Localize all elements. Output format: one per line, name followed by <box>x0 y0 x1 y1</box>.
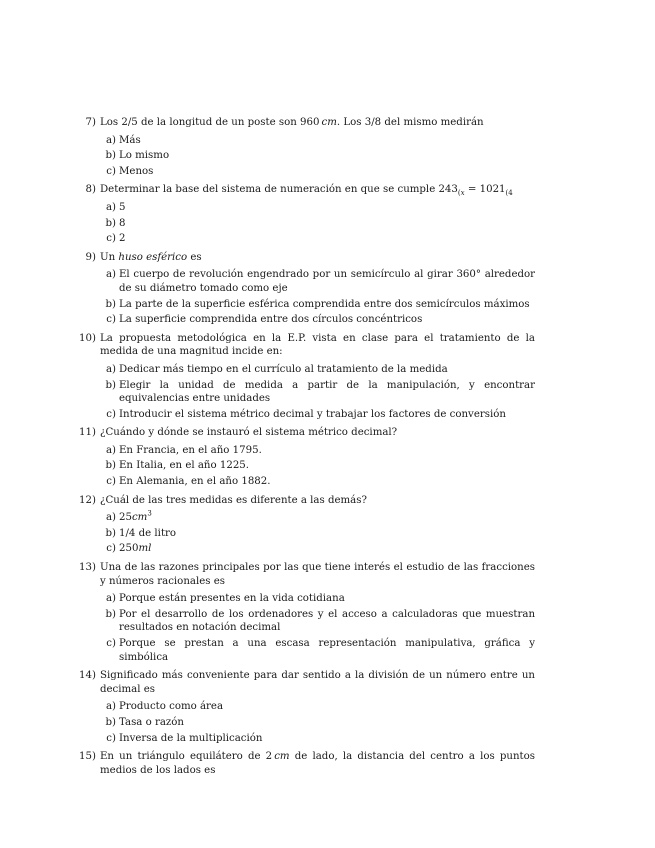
option-b <box>100 379 535 406</box>
question-number: 13) <box>79 562 96 574</box>
question-11 <box>80 426 535 488</box>
option-text: Elegir la unidad de medida a partir de la manipulación, y encontrar equivalencias entre unidades <box>119 379 535 405</box>
option-b <box>100 716 535 730</box>
option-text: 250ml <box>119 543 152 555</box>
option-text: Menos <box>119 165 154 177</box>
option-b <box>100 217 535 231</box>
option-label: b ) <box>100 608 116 622</box>
option-label: a ) <box>100 444 116 458</box>
option-label: b ) <box>100 298 116 312</box>
option-label: c ) <box>100 637 116 651</box>
option-list <box>100 700 535 745</box>
option-c <box>100 475 535 489</box>
option-text: Lo mismo <box>119 150 170 162</box>
option-label: a ) <box>100 511 116 525</box>
option-list <box>100 134 535 179</box>
option-b <box>100 459 535 473</box>
question-13 <box>80 561 535 664</box>
option-label: a ) <box>100 268 116 282</box>
option-c <box>100 408 535 422</box>
option-list <box>100 511 535 556</box>
option-label: b ) <box>100 459 116 473</box>
option-b <box>100 527 535 541</box>
option-text: El cuerpo de revolución engendrado por un semicírculo al girar 360° alrededor de su diámetro tomado como eje <box>119 269 535 294</box>
option-label: a ) <box>100 592 116 606</box>
option-label: c ) <box>100 165 116 179</box>
question-number: 11) <box>79 427 96 439</box>
question-list <box>80 116 535 782</box>
option-b <box>100 298 535 312</box>
option-list <box>100 363 535 421</box>
option-text: Tasa o razón <box>119 716 184 728</box>
question-number: 9) <box>85 251 96 263</box>
question-10 <box>80 332 535 422</box>
option-label: c ) <box>100 732 116 746</box>
option-text: Porque están presentes en la vida cotidiana <box>119 593 345 605</box>
option-list <box>100 268 535 326</box>
option-text: Inversa de la multiplicación <box>119 732 263 744</box>
question-8 <box>80 183 535 245</box>
option-label: c ) <box>100 232 116 246</box>
question-number: 14) <box>79 670 96 682</box>
question-text: ¿Cuál de las tres medidas es diferente a las demás? <box>100 494 367 506</box>
question-7 <box>80 116 535 178</box>
option-label: c ) <box>100 408 116 422</box>
option-text: En Alemania, en el año 1882. <box>119 476 271 488</box>
option-text: Más <box>119 134 141 146</box>
question-text: La propuesta metodológica en la E.P. vista en clase para el tratamiento de la medida de una magnitud incide en: <box>100 332 535 358</box>
option-text: 2 <box>119 233 126 245</box>
option-label: a ) <box>100 201 116 215</box>
option-list <box>100 201 535 246</box>
option-list <box>100 592 535 664</box>
option-a <box>100 201 535 215</box>
option-a <box>100 700 535 714</box>
option-label: b ) <box>100 217 116 231</box>
option-text: Introducir el sistema métrico decimal y trabajar los factores de conversión <box>119 408 506 420</box>
option-a <box>100 511 535 525</box>
question-text: Significado más conveniente para dar sentido a la división de un número entre un decimal es <box>100 670 535 695</box>
option-c <box>100 637 535 664</box>
option-b <box>100 149 535 163</box>
option-text: La superficie comprendida entre dos círculos concéntricos <box>119 314 423 326</box>
question-text: Determinar la base del sistema de numeración en que se cumple $243_{(x} = 1021_{(4}$ <box>100 184 513 198</box>
question-number: 12) <box>79 494 96 506</box>
question-text: Los 2/5 de la longitud de un poste son 960 cm. Los 3/8 del mismo medirán <box>100 117 484 128</box>
option-label: b ) <box>100 716 116 730</box>
option-label: b ) <box>100 527 116 541</box>
option-text: Por el desarrollo de los ordenadores y el acceso a calculadoras que muestran resultados en notación decimal <box>119 608 535 634</box>
option-a <box>100 363 535 377</box>
option-b <box>100 608 535 635</box>
option-text: En Francia, en el año 1795. <box>119 444 262 456</box>
option-a <box>100 592 535 606</box>
option-label: b ) <box>100 379 116 393</box>
option-a <box>100 134 535 148</box>
question-number: 7) <box>85 117 96 128</box>
option-c <box>100 232 535 246</box>
option-label: b ) <box>100 149 116 163</box>
option-label: a ) <box>100 134 116 148</box>
option-c <box>100 732 535 746</box>
question-12 <box>80 494 535 556</box>
question-text: ¿Cuándo y dónde se instauró el sistema métrico decimal? <box>100 427 398 439</box>
question-number: 8) <box>85 184 96 196</box>
option-text: La parte de la superficie esférica comprendida entre dos semicírculos máximos <box>119 298 530 310</box>
option-text: Porque se prestan a una escasa representación manipulativa, gráfica y simbólica <box>119 638 535 663</box>
option-text: 8 <box>119 217 126 229</box>
question-number: 15) <box>79 751 96 763</box>
option-a <box>100 444 535 458</box>
question-15 <box>80 750 535 777</box>
option-text: En Italia, en el año 1225. <box>119 460 250 472</box>
question-14 <box>80 669 535 745</box>
option-text: $25cm^3$ <box>119 509 152 524</box>
option-label: c ) <box>100 313 116 327</box>
question-text: En un triángulo equilátero de 2 cm de lado, la distancia del centro a los puntos medios de los lados es <box>100 751 535 776</box>
option-text: Producto como área <box>119 701 224 713</box>
option-label: c ) <box>100 475 116 489</box>
option-c <box>100 165 535 179</box>
option-label: a ) <box>100 700 116 714</box>
option-text: 1/4 de litro <box>119 527 177 539</box>
question-text: Una de las razones principales por las que tiene interés el estudio de las fracciones y números racionales es <box>100 562 535 587</box>
option-text: Dedicar más tiempo en el currículo al tratamiento de la medida <box>119 363 448 375</box>
option-c <box>100 542 535 556</box>
option-text: 5 <box>119 201 126 213</box>
question-9 <box>80 251 535 327</box>
question-number: 10) <box>79 332 96 344</box>
option-label: c ) <box>100 542 116 556</box>
option-a <box>100 268 535 295</box>
option-list <box>100 444 535 489</box>
question-text: Un huso esférico es <box>100 251 202 263</box>
option-label: a ) <box>100 363 116 377</box>
option-c <box>100 313 535 327</box>
